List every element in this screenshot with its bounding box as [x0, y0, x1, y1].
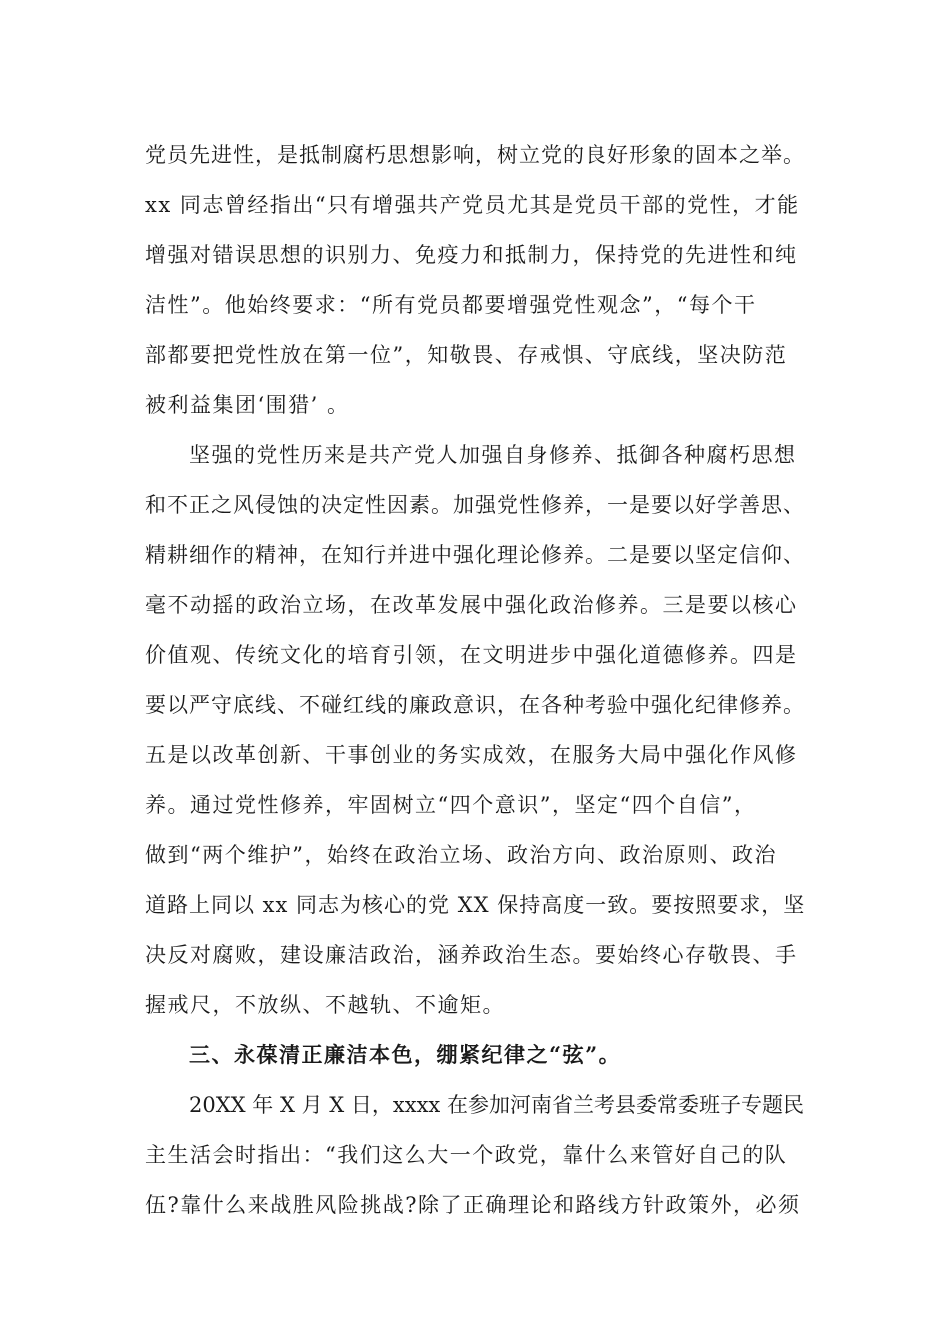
text-line: 做到“两个维护”，始终在政治立场、政治方向、政治原则、政治 — [145, 843, 777, 867]
text-line: 五是以改革创新、干事创业的务实成效，在服务大局中强化作风修 — [145, 743, 798, 767]
text-line: 20XX 年 X 月 X 日，xxxx 在参加河南省兰考县委常委班子专题民 — [189, 1093, 804, 1117]
text-line: 价值观、传统文化的培育引领，在文明进步中强化道德修养。四是 — [145, 643, 798, 667]
text-line: 坚强的党性历来是共产党人加强自身修养、抵御各种腐朽思想 — [189, 443, 797, 467]
section-heading: 三、永葆清正廉洁本色，绷紧纪律之“弦”。 — [189, 1042, 622, 1067]
text-line: 要以严守底线、不碰红线的廉政意识，在各种考验中强化纪律修养。 — [145, 693, 805, 717]
text-line: 握戒尺，不放纵、不越轨、不逾矩。 — [145, 993, 505, 1017]
text-line: xx 同志曾经指出“只有增强共产党员尤其是党员干部的党性，才能 — [145, 193, 800, 217]
text-line: 增强对错误思想的识别力、免疫力和抵制力，保持党的先进性和纯 — [145, 243, 798, 267]
text-line: 养。通过党性修养，牢固树立“四个意识”，坚定“四个自信”， — [145, 793, 757, 817]
text-line: 部都要把党性放在第一位”，知敬畏、存戒惧、守底线，坚决防范 — [145, 343, 788, 367]
text-line: 被利益集团‘围猎’ 。 — [145, 393, 350, 417]
text-line: 伍?靠什么来战胜风险挑战?除了正确理论和路线方针政策外，必须 — [145, 1193, 801, 1217]
text-line: 道路上同以 xx 同志为核心的党 XX 保持高度一致。要按照要求，坚 — [145, 893, 806, 917]
text-line: 洁性”。他始终要求：“所有党员都要增强党性观念”，“每个干 — [145, 293, 757, 317]
text-line: 精耕细作的精神，在知行并进中强化理论修养。二是要以坚定信仰、 — [145, 543, 805, 567]
text-line: 决反对腐败，建设廉洁政治，涵养政治生态。要始终心存敬畏、手 — [145, 943, 798, 967]
text-line: 和不正之风侵蚀的决定性因素。加强党性修养，一是要以好学善思、 — [145, 493, 805, 517]
document-body — [145, 130, 810, 1230]
text-line: 主生活会时指出：“我们这么大一个政党，靠什么来管好自己的队 — [145, 1143, 788, 1167]
text-line: 毫不动摇的政治立场，在改革发展中强化政治修养。三是要以核心 — [145, 593, 798, 617]
text-line: 党员先进性，是抵制腐朽思想影响，树立党的良好形象的固本之举。 — [145, 143, 805, 167]
